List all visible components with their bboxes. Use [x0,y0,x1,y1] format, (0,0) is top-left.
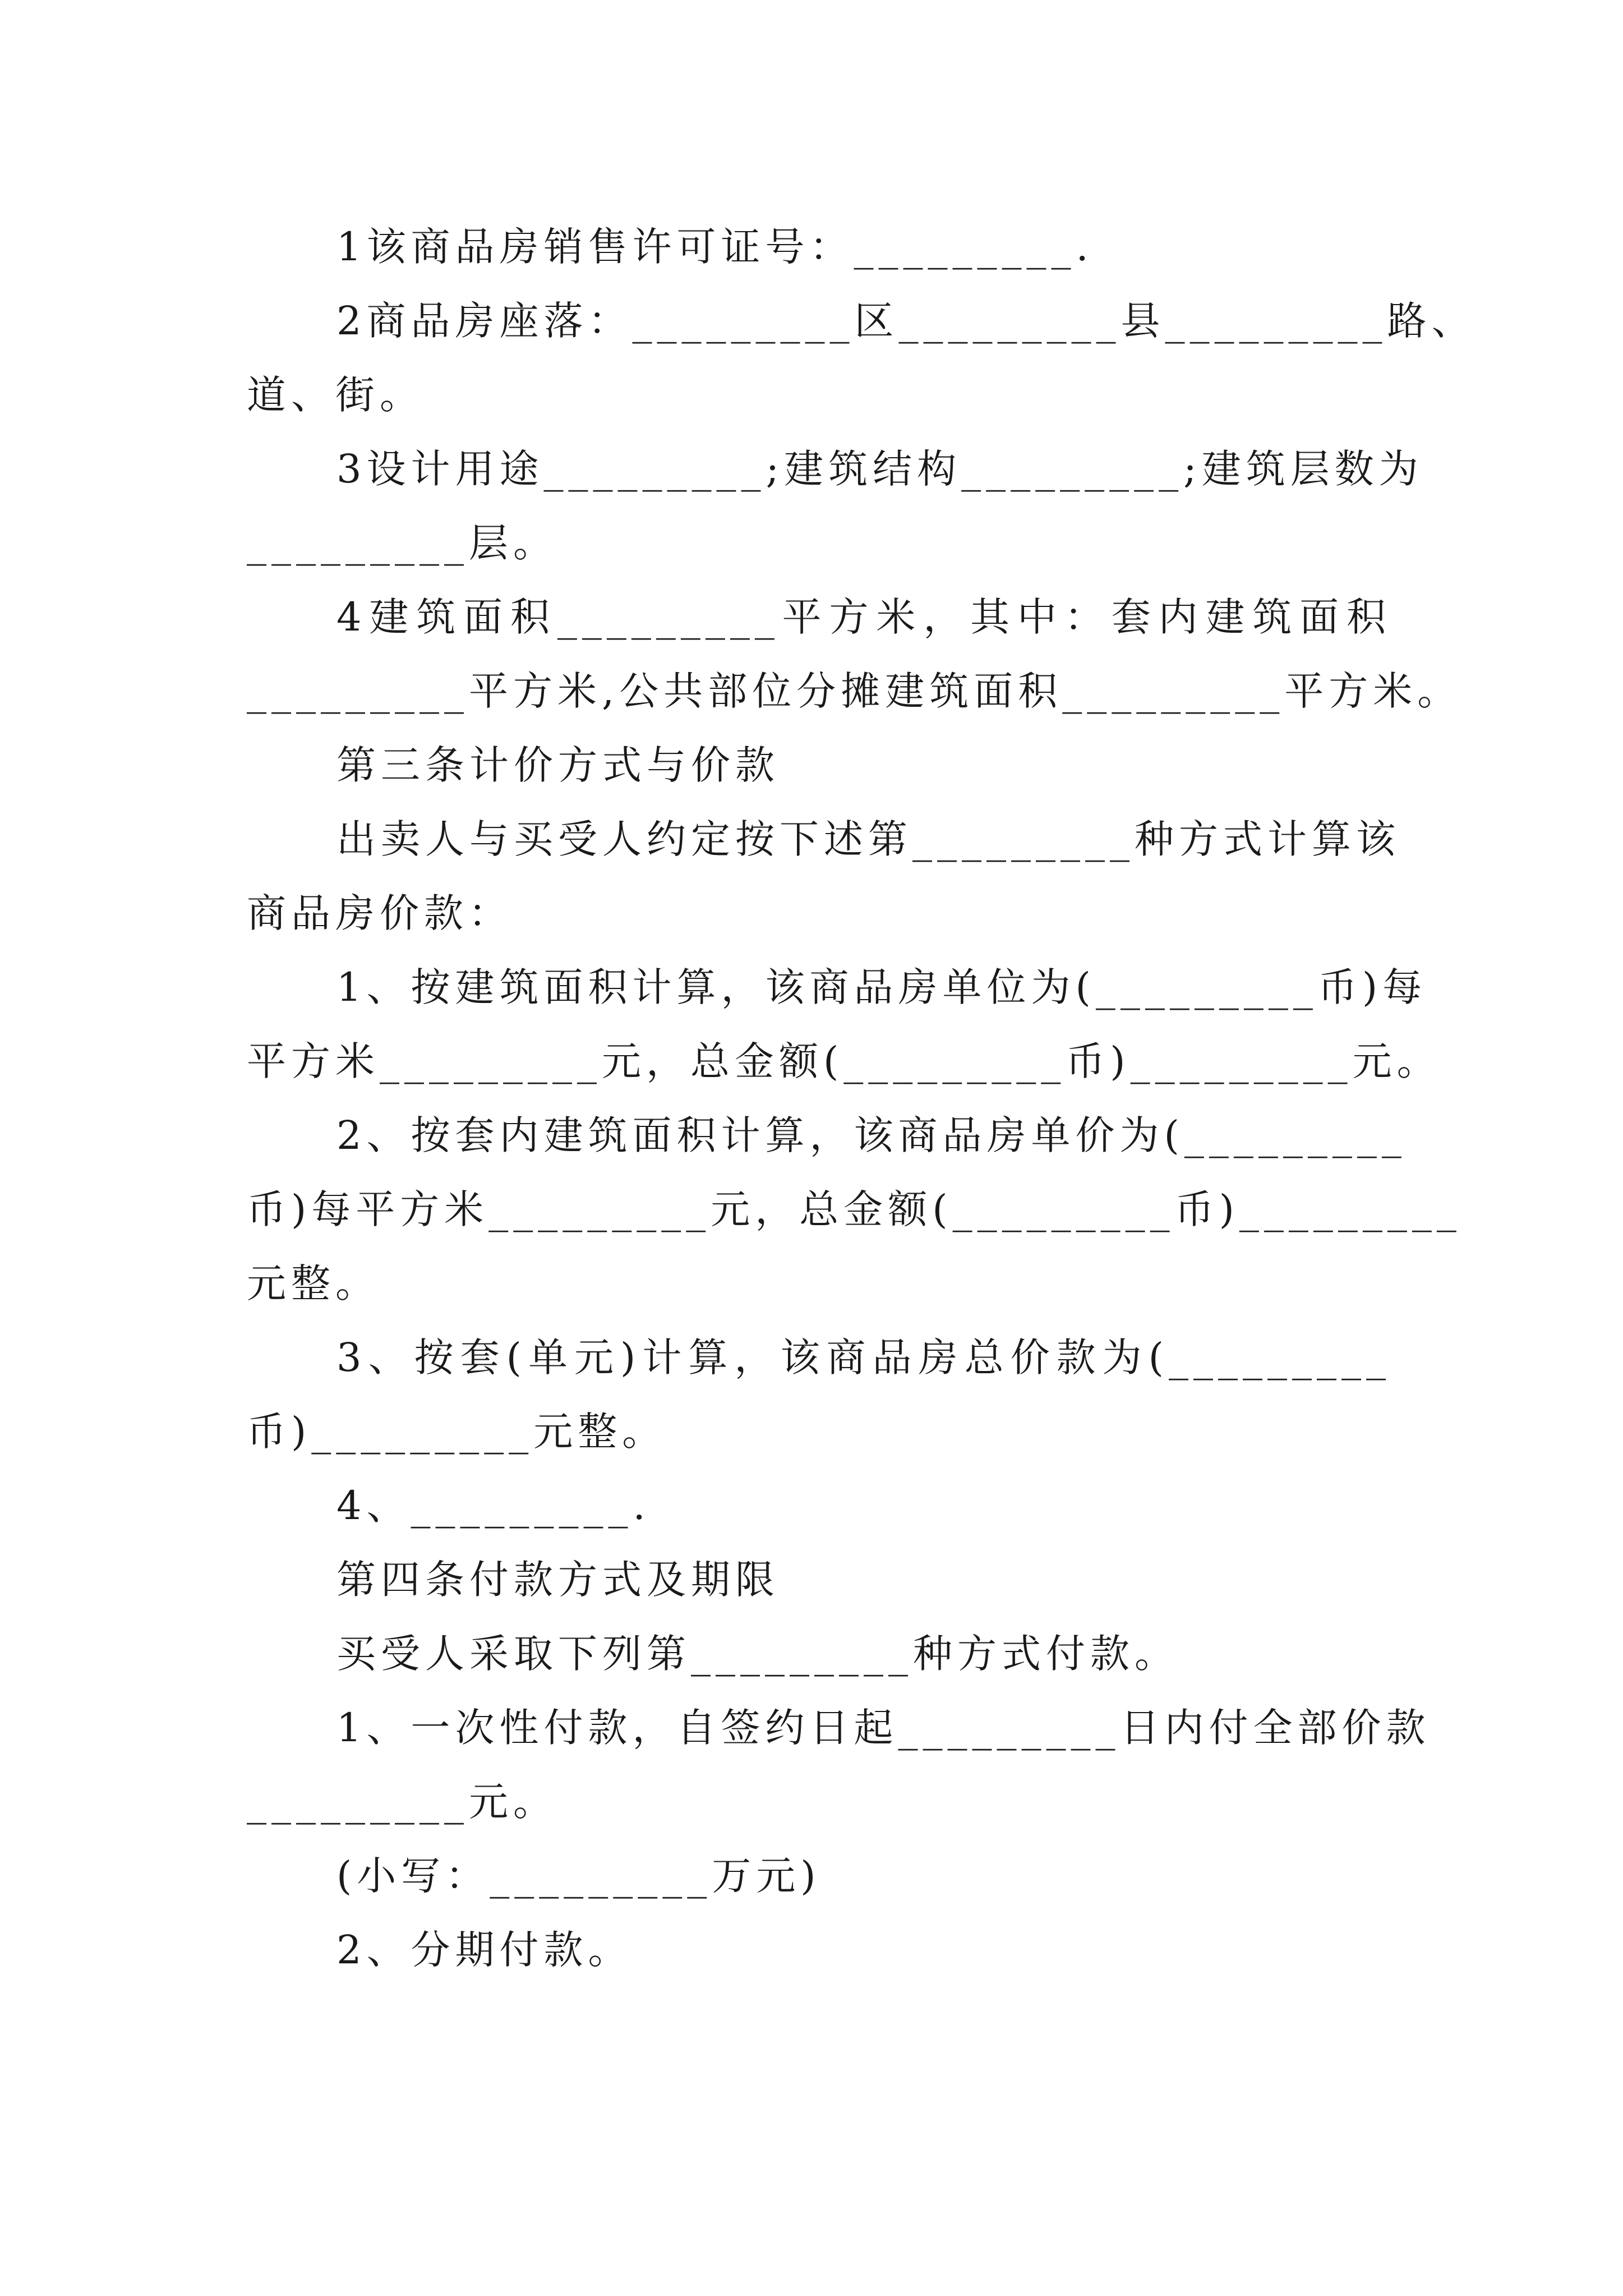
text-line-content: 出卖人与买受人约定按下述第_________种方式计算该 [336,816,1400,862]
text-line-price-option-1-cont [247,1028,1441,1095]
text-line-design-use-cont [247,509,1391,577]
text-line-content: 2、按套内建筑面积计算，该商品房单价为(_________ [336,1112,1407,1158]
text-line-content: 3、按套(单元)计算，该商品房总价款为(_________ [336,1335,1391,1381]
text-line-payment-method [336,1620,1391,1687]
text-line-price-option-1 [336,954,1427,1021]
text-line-content: _________层。 [247,520,557,566]
text-line-content: 平方米_________元，总金额(_________币)_________元。 [247,1038,1441,1084]
text-line-content: 元整。 [247,1260,380,1306]
text-line-content: 第四条付款方式及期限 [336,1557,780,1603]
text-line-price-option-3-cont [247,1398,1391,1465]
text-line-design-use [336,435,1423,503]
text-line-payment-option-1-cont [247,1768,1391,1835]
text-line-content: 币)_________元整。 [247,1409,667,1455]
text-line-content: 2、分期付款。 [336,1927,633,1973]
text-line-location [336,287,1476,355]
text-line-price-option-2-cont [247,1176,1461,1243]
text-line-content: 第三条计价方式与价款 [336,742,780,788]
text-line-pricing-method-cont [247,880,1391,947]
text-line-location-cont [247,361,1391,429]
text-line-price-option-2 [336,1102,1407,1169]
text-line-content: 3设计用途_________;建筑结构_________;建筑层数为 [336,446,1423,492]
text-line-content: 道、街。 [247,372,424,418]
section-heading-article-3 [336,731,1391,799]
text-line-content: 买受人采取下列第_________种方式付款。 [336,1631,1179,1677]
text-line-content: (小写：_________万元) [336,1853,821,1899]
text-line-content: 4、_________. [336,1483,651,1529]
text-line-content: 4建筑面积_________平方米，其中：套内建筑面积 [336,594,1391,640]
text-line-price-option-4 [336,1472,1391,1539]
text-line-content: _________平方米,公共部位分摊建筑面积_________平方米。 [247,668,1462,714]
text-line-amount-lowercase [336,1842,1391,1910]
text-line-price-option-2-end [247,1250,1391,1317]
text-line-content: 商品房价款： [247,890,513,936]
text-line-content: 2商品房座落：_________区_________县_________路、 [336,298,1476,344]
text-line-content: 1、按建筑面积计算，该商品房单位为(_________币)每 [336,964,1427,1010]
text-line-building-area-cont [247,657,1462,725]
text-line-price-option-3 [336,1324,1391,1391]
section-heading-article-4 [336,1546,1391,1613]
text-line-content: _________元。 [247,1779,557,1825]
text-line-content: 币)每平方米_________元，总金额(_________币)_________ [247,1186,1461,1232]
text-line-content: 1、一次性付款，自签约日起_________日内付全部价款 [336,1705,1431,1751]
text-line-pricing-method [336,806,1400,873]
text-line-content: 1该商品房销售许可证号：_________. [336,224,1094,270]
text-line-payment-option-2 [336,1916,1391,1984]
text-line-payment-option-1 [336,1694,1431,1761]
text-line-building-area [336,583,1391,651]
text-line-license-number [336,213,1391,280]
